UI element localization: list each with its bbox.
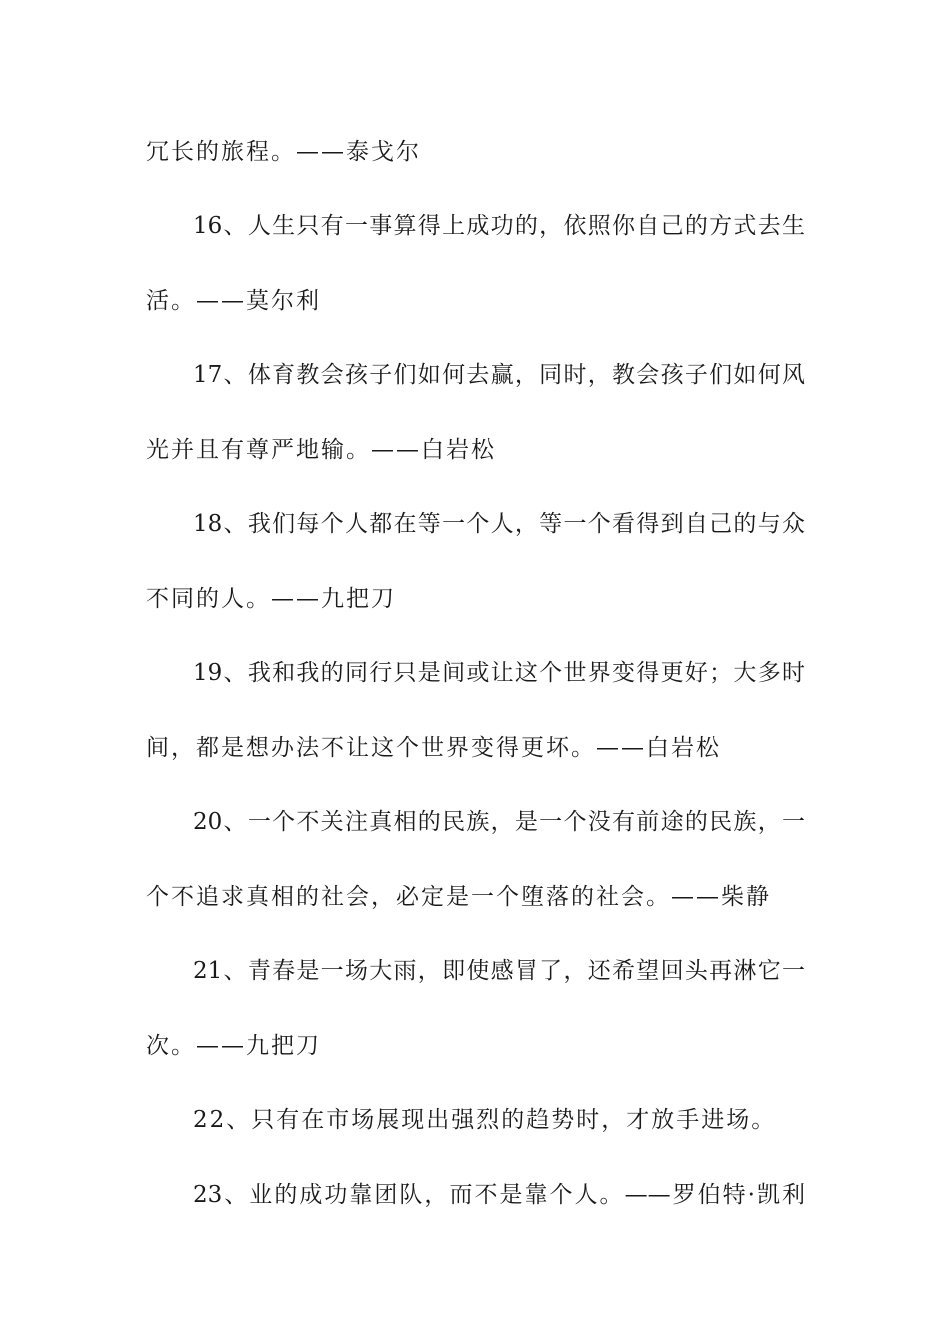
quote-21-line-1: 21、青春是一场大雨，即使感冒了，还希望回头再淋它一 <box>193 958 805 984</box>
quote-16-line-2: 活。——莫尔利 <box>146 288 321 314</box>
quote-18-line-2: 不同的人。——九把刀 <box>146 586 396 612</box>
text-line: 冗长的旅程。——泰戈尔 <box>146 139 421 165</box>
quote-19-line-2: 间，都是想办法不让这个世界变得更坏。——白岩松 <box>146 735 721 761</box>
quote-23-line-1: 23、业的成功靠团队，而不是靠个人。——罗伯特·凯利 <box>193 1182 805 1208</box>
quote-21-line-2: 次。——九把刀 <box>146 1033 321 1059</box>
quote-16-line-1: 16、人生只有一事算得上成功的，依照你自己的方式去生 <box>193 213 805 239</box>
quote-18-line-1: 18、我们每个人都在等一个人，等一个看得到自己的与众 <box>193 511 805 537</box>
quote-17-line-1: 17、体育教会孩子们如何去赢，同时，教会孩子们如何风 <box>193 362 805 388</box>
quote-19-line-1: 19、我和我的同行只是间或让这个世界变得更好；大多时 <box>193 660 805 686</box>
quote-17-line-2: 光并且有尊严地输。——白岩松 <box>146 437 496 463</box>
quote-22-line-1: 22、只有在市场展现出强烈的趋势时，才放手进场。 <box>193 1107 777 1133</box>
quote-20-line-1: 20、一个不关注真相的民族，是一个没有前途的民族，一 <box>193 809 805 835</box>
quote-20-line-2: 个不追求真相的社会，必定是一个堕落的社会。——柴静 <box>146 884 771 910</box>
